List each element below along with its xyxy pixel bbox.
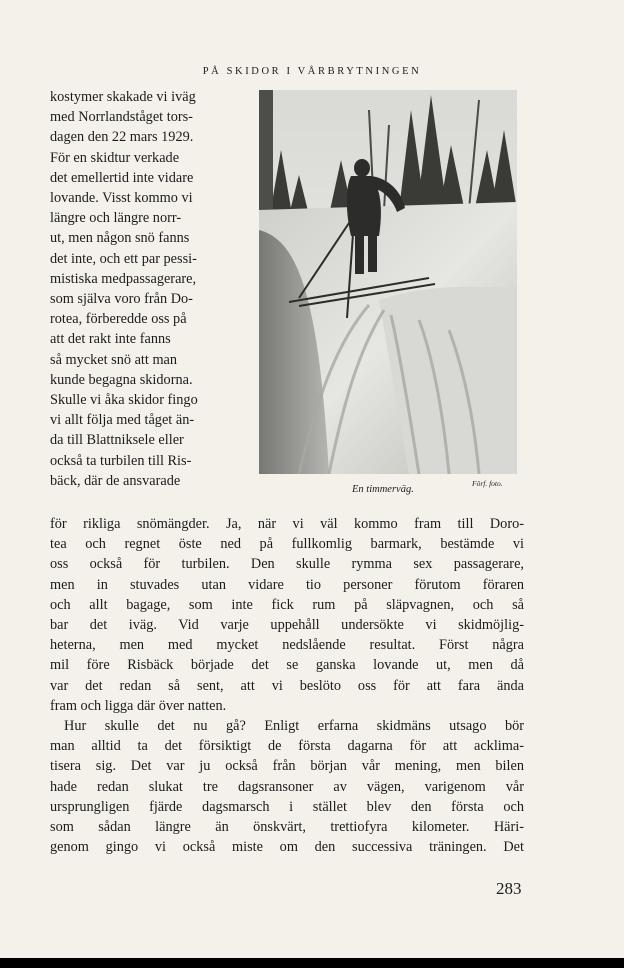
text-line: dagen den 22 mars 1929.: [50, 129, 194, 146]
text-line: mil före Risbäck började det se ganska lovande ut, men då: [50, 657, 524, 674]
text-line: da till Blattniksele eller: [50, 432, 184, 449]
text-line: lovande. Visst kommo vi: [50, 190, 193, 207]
left-text-column: [50, 87, 250, 491]
text-line: det emellertid inte vidare: [50, 169, 194, 186]
text-line: ursprungligen fjärde dagsmarsch i stället blev den första och: [50, 798, 524, 815]
text-line: mistiska medpassagerare,: [50, 270, 197, 287]
text-line: För en skidtur verkade: [50, 149, 180, 166]
text-line: heterna, men med mycket nedslående resultat. Först några: [50, 637, 524, 654]
text-line: rotea, förberedde oss på: [50, 311, 187, 328]
text-line: att det rakt inte fanns: [50, 331, 171, 348]
text-line: som själva voro från Do-: [50, 291, 193, 308]
text-line: tisera sig. Det var ju också från början vår mening, men bilen: [50, 758, 524, 775]
text-line: tea och regnet öste ned på fullkomlig barmark, bestämde vi: [50, 536, 524, 553]
text-line: med Norrlandståget tors-: [50, 109, 193, 126]
text-line: Skulle vi åka skidor fingo: [50, 392, 198, 409]
text-line: och allt bagage, som inte fick rum på släpvagnen, och så: [50, 596, 524, 613]
text-line: var det redan så sent, att vi beslöto oss för att fara ända: [50, 677, 524, 694]
text-line: bar det iväg. Vid varje uppehåll undersökte vi skidmöjlig-: [50, 617, 524, 634]
text-line: det inte, och ett par pessi-: [50, 250, 197, 267]
text-line: man alltid ta det försiktigt de första dagarna för att acklima-: [50, 738, 524, 755]
text-line: oss också för turbilen. Den skulle rymma sex passagerare,: [50, 556, 524, 573]
skier-photograph: [259, 90, 517, 474]
text-line: bäck, där de ansvarade: [50, 472, 181, 489]
photo-caption: En timmerväg.: [352, 484, 414, 495]
text-line: men in stuvades utan vidare tio personer förutom föraren: [50, 576, 524, 593]
text-line: kostymer skakade vi iväg: [50, 89, 196, 105]
text-line: längre och längre norr-: [50, 210, 182, 227]
text-line: också ta turbilen till Ris-: [50, 452, 192, 469]
text-line: Hur skulle det nu gå? Enligt erfarna skidmäns utsago bör: [64, 718, 524, 735]
text-line: för rikliga snömängder. Ja, när vi väl kommo fram till Doro-: [50, 516, 524, 532]
running-header: PÅ SKIDOR I VÅRBRYTNINGEN: [202, 66, 422, 77]
full-width-text: [50, 514, 524, 857]
photo-credit: Förf. foto.: [472, 479, 503, 488]
text-line: genom gingo vi också miste om den successiva träningen. Det: [50, 839, 524, 856]
text-line: som sådan längre än önskvärt, trettiofyra kilometer. Häri-: [50, 819, 524, 836]
text-line: vi allt följa med tåget än-: [50, 412, 195, 429]
page-number: 283: [496, 879, 522, 898]
scan-edge: [0, 958, 624, 968]
text-line: fram och ligga där över natten.: [50, 697, 227, 714]
text-line: ut, men någon snö fanns: [50, 230, 190, 247]
text-line: så mycket snö att man: [50, 351, 178, 368]
text-line: hade redan slukat tre dagsransoner av vägen, varigenom vår: [50, 778, 524, 795]
text-line: kunde begagna skidorna.: [50, 371, 193, 388]
